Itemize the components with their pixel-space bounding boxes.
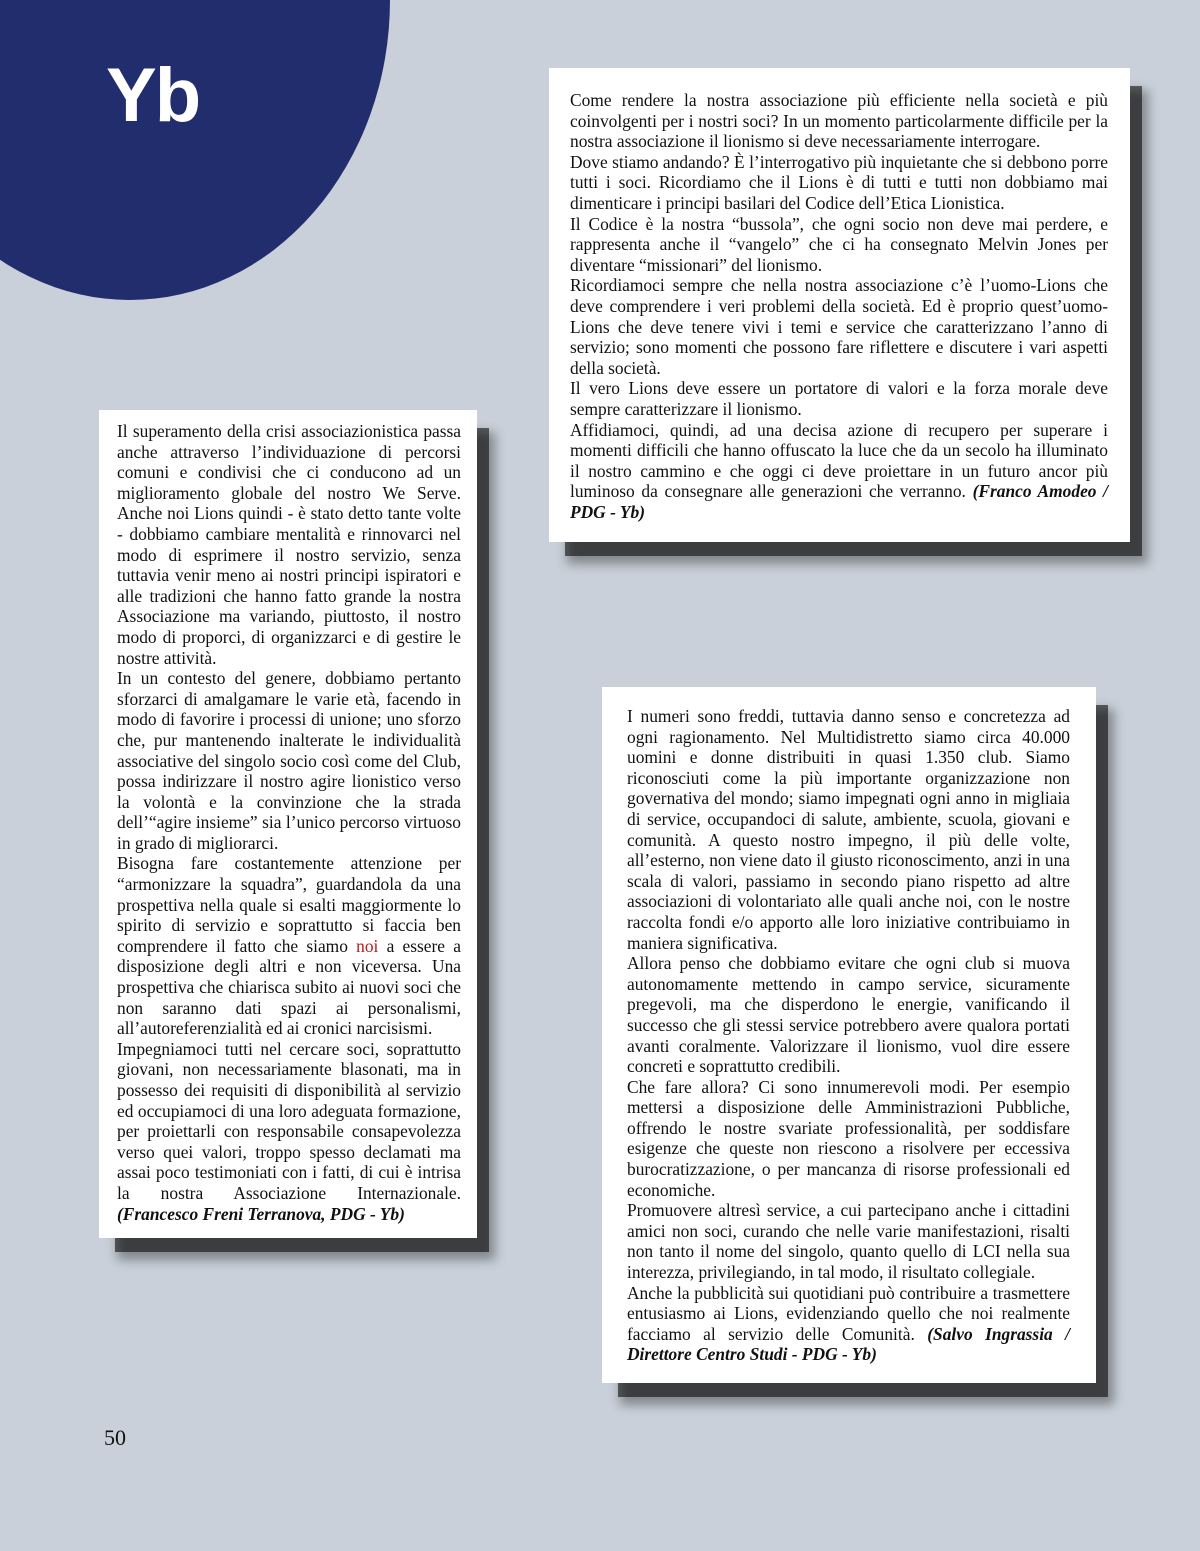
paragraph: In un contesto del genere, dobbiamo pertanto sforzarci di amalgamare le varie età, facendo in modo di favorire i processi di unione; uno sforzo che, pur mantenendo inalterate le individualità associative del singolo socio così come del Club, possa indirizzare il nostro agire lionistico verso la volontà e la convinzione che la strada dell’“agire insieme” sia l’unico percorso virtuoso in grado di migliorarci. bbox=[117, 668, 461, 853]
article-card-top bbox=[549, 68, 1130, 542]
paragraph-text: Affidiamoci, quindi, ad una decisa azione di recupero per superare i momenti difficili che hanno offuscato la luce che da un secolo ha illuminato il nostro cammino e che oggi ci deve proiettare in un futuro ancor più luminoso da consegnare alle generazioni che verranno. bbox=[570, 419, 1108, 502]
page-number: 50 bbox=[104, 1425, 126, 1450]
paragraph: I numeri sono freddi, tuttavia danno senso e concretezza ad ogni ragionamento. Nel Multidistretto siamo circa 40.000 uomini e donne distribuiti in quasi 1.350 club. Siamo riconosciuti come la più importante organizzazione non governativa del mondo; siamo impegnati ogni anno in migliaia di service, occupandoci di salute, ambiente, scuola, giovani e comunità. A questo nostro impegno, il più delle volte, all’esterno, non viene dato il giusto riconoscimento, anzi in una scala di valori, passiamo in secondo piano rispetto ad altre associazioni di volontariato alle quali anche noi, con le nostre raccolta fondi e/o apporto alle loro iniziative contribuiamo in maniera significativa. bbox=[627, 706, 1070, 953]
section-code: Yb bbox=[106, 53, 200, 138]
highlighted-word: noi bbox=[356, 935, 379, 956]
paragraph-with-signature bbox=[117, 1039, 461, 1224]
paragraph: Come rendere la nostra associazione più efficiente nella società e più coinvolgenti per i nostri soci? In un momento particolarmente difficile per la nostra associazione il lionismo si deve necessariamente interrogare. bbox=[570, 90, 1108, 152]
article-card-bottom bbox=[602, 687, 1096, 1383]
author-signature: (Francesco Freni Terranova, PDG - Yb) bbox=[117, 1203, 405, 1224]
paragraph-text: a essere a disposizione degli altri e non viceversa. Una prospettiva che chiarisca subito ai nuovi soci che non saranno dati spazi ai personalismi, all’autoreferenzialità ed ai cronici narcisismi. bbox=[117, 935, 461, 1039]
paragraph: Allora penso che dobbiamo evitare che ogni club si muova autonomamente mettendo in campo service, sicuramente pregevoli, ma che disperdono le energie, vanificando il successo che gli stessi service potrebbero avere qualora portati avanti coralmente. Valorizzare il lionismo, vuol dire essere concreti e soprattutto credibili. bbox=[627, 953, 1070, 1077]
paragraph-text: Bisogna fare costantemente attenzione per “armonizzare la squadra”, guardandola da una prospettiva nella quale si esalti maggiormente lo spirito di servizio e soprattutto si faccia ben comprendere il fatto che siamo bbox=[117, 853, 461, 956]
author-signature: (Franco Amodeo / PDG - Yb) bbox=[570, 481, 1108, 522]
paragraph bbox=[117, 853, 461, 1038]
author-signature: (Salvo Ingrassia / Direttore Centro Studi - PDG - Yb) bbox=[627, 1323, 1070, 1365]
decorative-blue-blob bbox=[0, 0, 390, 300]
paragraph: Il vero Lions deve essere un portatore di valori e la forza morale deve sempre caratterizzare il lionismo. bbox=[570, 378, 1108, 419]
article-card-left bbox=[99, 410, 477, 1238]
paragraph: Promuovere altresì service, a cui partecipano anche i cittadini amici non soci, curando che nelle varie manifestazioni, risalti non tanto il nome del singolo, quanto quello di LCI nella sua interezza, privilegiando, in tal modo, il risultato collegiale. bbox=[627, 1200, 1070, 1283]
paragraph: Il superamento della crisi associazionistica passa anche attraverso l’individuazione di percorsi comuni e condivisi che ci conducono ad un miglioramento globale del nostro We Serve. Anche noi Lions quindi - è stato detto tante volte - dobbiamo cambiare mentalità e rinnovarci nel modo di esprimere il nostro servizio, senza tuttavia venir meno ai nostri principi ispiratori e alle tradizioni che hanno fatto grande la nostra Associazione ma variando, piuttosto, il nostro modo di proporci, di organizzarci e di gestire le nostre attività. bbox=[117, 421, 461, 668]
paragraph-text: Anche la pubblicità sui quotidiani può contribuire a trasmettere entusiasmo ai Lions, evidenziando quello che noi realmente facciamo al servizio delle Comunità. bbox=[627, 1282, 1070, 1344]
paragraph-text: Impegniamoci tutti nel cercare soci, soprattutto giovani, non necessariamente blasonati, ma in possesso dei requisiti di disponibilità al servizio ed occupiamoci di una loro adeguata formazione, per proiettarli con responsabile consapevolezza verso quei valori, troppo spesso declamati ma assai poco testimoniati con i fatti, di cui è intrisa la nostra Associazione Internazionale. bbox=[117, 1038, 461, 1203]
paragraph: Ricordiamoci sempre che nella nostra associazione c’è l’uomo-Lions che deve comprendere i veri problemi della società. Ed è proprio quest’uomo-Lions che deve tenere vivi i temi e service che caratterizzano l’anno di servizio; sono momenti che possono fare riflettere e discutere i vari aspetti della società. bbox=[570, 275, 1108, 378]
paragraph: Il Codice è la nostra “bussola”, che ogni socio non deve mai perdere, e rappresenta anche il “vangelo” che ci ha consegnato Melvin Jones per diventare “missionari” del lionismo. bbox=[570, 213, 1108, 275]
paragraph-with-signature bbox=[570, 420, 1108, 523]
paragraph: Che fare allora? Ci sono innumerevoli modi. Per esempio mettersi a disposizione delle Amministrazioni Pubbliche, offrendo le nostre svariate professionalità, per soddisfare esigenze che queste non riescono a risolvere per eccessiva burocratizzazione, o per mancanza di risorse professionali ed economiche. bbox=[627, 1076, 1070, 1200]
paragraph-with-signature bbox=[627, 1283, 1070, 1365]
paragraph: Dove stiamo andando? È l’interrogativo più inquietante che si debbono porre tutti i soci. Ricordiamo che il Lions è di tutti e tutti non dobbiamo mai dimenticare i principi basilari del Codice dell’Etica Lionistica. bbox=[570, 151, 1108, 213]
